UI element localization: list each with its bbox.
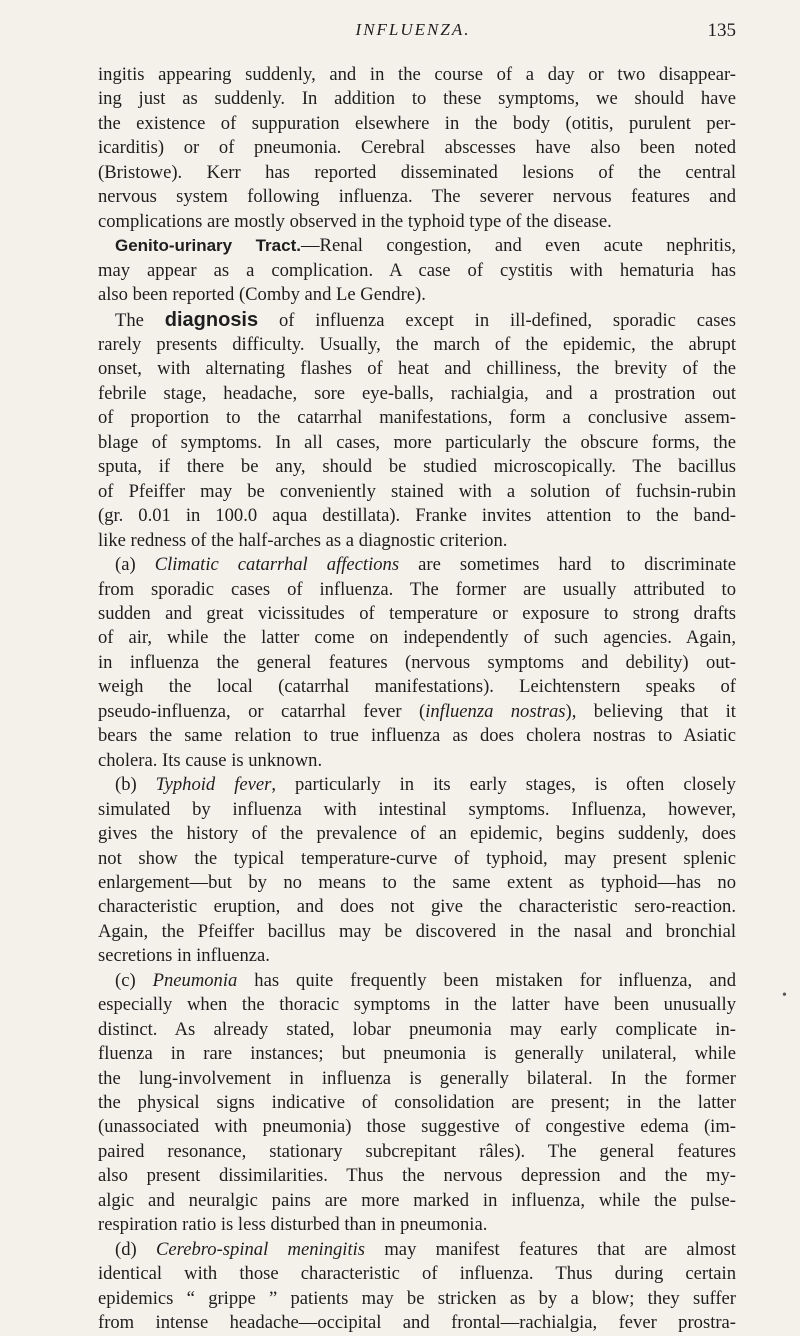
margin-mark: • xyxy=(782,988,787,1003)
text-line: rarely presents difficulty. Usually, the march of the epidemic, the abrupt xyxy=(98,333,736,355)
text-line: may appear as a complication. A case of cystitis with hematuria has xyxy=(98,259,736,281)
text-line: the physical signs indicative of consolidation are present; in the latter xyxy=(98,1092,736,1114)
text-line: nervous system following influenza. The severer nervous features and xyxy=(98,186,736,208)
text-line: paired resonance, stationary subcrepitant râles). The general features xyxy=(98,1140,736,1162)
text-line: algic and neuralgic pains are more marked in influenza, while the pulse- xyxy=(98,1189,736,1211)
text-line: from sporadic cases of influenza. The former are usually attributed to xyxy=(98,578,736,600)
text-line: complications are mostly observed in the typhoid type of the disease. xyxy=(98,210,612,232)
text-line: especially when the thoracic symptoms in the latter have been unusually xyxy=(98,994,736,1016)
text-line: (d) Cerebro-spinal meningitis may manifest features that are almost xyxy=(115,1238,736,1260)
text-line: ing just as suddenly. In addition to these symptoms, we should have xyxy=(98,88,736,110)
page-header xyxy=(90,20,736,50)
text-line xyxy=(98,234,736,258)
text-line: the lung-involvement in influenza is generally bilateral. In the former xyxy=(98,1067,736,1089)
paragraph-cerebro-spinal-meningitis xyxy=(98,1238,736,1336)
text-line: also been reported (Comby and Le Gendre). xyxy=(98,284,426,306)
text-line xyxy=(98,308,736,333)
text-line: sudden and great vicissitudes of temperature or exposure to strong drafts xyxy=(98,602,736,624)
text-line: enlargement—but by no means to the same extent as typhoid—has no xyxy=(98,871,736,893)
running-title: INFLUENZA. xyxy=(355,20,471,39)
text-line: the existence of suppuration elsewhere in the body (otitis, purulent per- xyxy=(98,112,736,134)
section-heading-genito-urinary: Genito-urinary Tract. xyxy=(115,236,301,256)
text-line: gives the history of the prevalence of an epidemic, begins suddenly, does xyxy=(98,823,736,845)
paragraph-meningitis xyxy=(98,63,736,234)
text-run: of influenza except in ill-defined, sporadic cases xyxy=(278,309,736,331)
page-number: 135 xyxy=(707,20,736,41)
text-line: also present dissimilarities. Thus the nervous depression and the my- xyxy=(98,1165,736,1187)
text-line: simulated by influenza with intestinal symptoms. Influenza, however, xyxy=(98,798,736,820)
italic-term: Typhoid fever xyxy=(155,774,272,796)
text-line: of Pfeiffer may be conveniently stained with a solution of fuchsin-rubin xyxy=(98,480,736,502)
italic-term: Pneumonia xyxy=(152,969,238,991)
text-line: bears the same relation to true influenza as does cholera nostras to Asiatic xyxy=(98,725,736,747)
italic-term: Climatic catarrhal affections xyxy=(154,554,400,576)
text-line: (b) Typhoid fever, particularly in its early stages, is often closely xyxy=(115,774,736,796)
paragraph-pneumonia xyxy=(98,969,736,1238)
text-line: epidemics “ grippe ” patients may be stricken as by a blow; they suffer xyxy=(98,1287,736,1309)
text-line: identical with those characteristic of influenza. Thus during certain xyxy=(98,1263,736,1285)
text-line: febrile stage, headache, sore eye-balls, rachialgia, and a prostration out xyxy=(98,382,736,404)
text-line: like redness of the half-arches as a diagnostic criterion. xyxy=(98,529,508,551)
paragraph-diagnosis xyxy=(98,308,736,554)
text-line: of air, while the latter come on independently of such agencies. Again, xyxy=(98,627,736,649)
text-line: (a) Climatic catarrhal affections are sometimes hard to discriminate xyxy=(115,554,736,576)
paragraph-typhoid-fever xyxy=(98,773,736,969)
text-line: distinct. As already stated, lobar pneumonia may early complicate in- xyxy=(98,1018,736,1040)
text-line: (Bristowe). Kerr has reported disseminated lesions of the central xyxy=(98,161,736,183)
text-line: pseudo-influenza, or catarrhal fever (influenza nostras), believing that it xyxy=(98,700,736,722)
text-line: icarditis) or of pneumonia. Cerebral abscesses have also been noted xyxy=(98,137,736,159)
text-line: not show the typical temperature-curve of typhoid, may present splenic xyxy=(98,847,736,869)
paragraph-climatic-catarrhal xyxy=(98,553,736,773)
text-run: —Renal congestion, and even acute nephritis, xyxy=(300,235,736,257)
text-line: characteristic eruption, and does not give the characteristic sero-reaction. xyxy=(98,896,736,918)
italic-term: Cerebro-spinal meningitis xyxy=(156,1238,366,1260)
text-line: of proportion to the catarrhal manifestations, form a conclusive assem- xyxy=(98,407,736,429)
text-line: onset, with alternating flashes of heat and chilliness, the brevity of the xyxy=(98,358,736,380)
text-line: ingitis appearing suddenly, and in the course of a day or two disappear- xyxy=(98,64,736,85)
text-line: in influenza the general features (nervous symptoms and debility) out- xyxy=(98,651,736,673)
text-line: respiration ratio is less disturbed than in pneumonia. xyxy=(98,1214,488,1236)
body-text xyxy=(98,63,736,1336)
italic-term: influenza nostras xyxy=(425,700,566,722)
text-run: The xyxy=(115,309,144,331)
text-line: fluenza in rare instances; but pneumonia is generally unilateral, while xyxy=(98,1043,736,1065)
text-line: (c) Pneumonia has quite frequently been mistaken for influenza, and xyxy=(115,969,736,991)
text-line: blage of symptoms. In all cases, more particularly the obscure forms, the xyxy=(98,431,736,453)
text-line: cholera. Its cause is unknown. xyxy=(98,749,323,771)
text-line: (gr. 0.01 in 100.0 aqua destillata). Franke invites attention to the band- xyxy=(98,505,736,527)
text-line: from intense headache—occipital and frontal—rachialgia, fever prostra- xyxy=(98,1312,736,1334)
key-term-diagnosis: diagnosis xyxy=(164,308,259,331)
text-line: weigh the local (catarrhal manifestations). Leichtenstern speaks of xyxy=(98,676,736,698)
text-line: (unassociated with pneumonia) those suggestive of congestive edema (im- xyxy=(98,1116,736,1138)
text-line: sputa, if there be any, should be studied microscopically. The bacillus xyxy=(98,456,736,478)
text-line: Again, the Pfeiffer bacillus may be discovered in the nasal and bronchial xyxy=(98,920,736,942)
paragraph-genito-urinary xyxy=(98,234,736,307)
text-line: secretions in influenza. xyxy=(98,945,270,967)
